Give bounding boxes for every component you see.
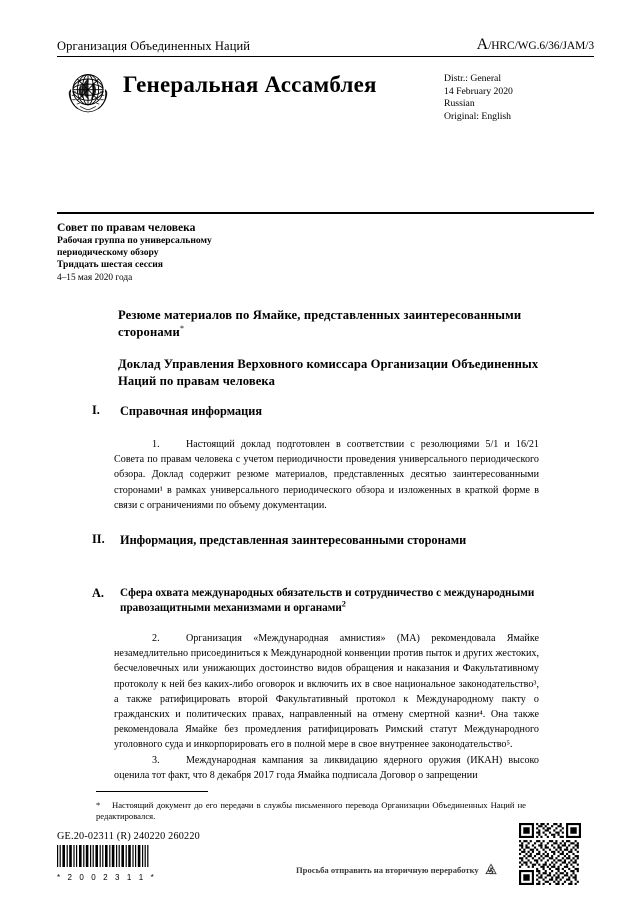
qr-code-icon bbox=[519, 823, 581, 885]
document-symbol bbox=[477, 36, 594, 54]
job-number: GE.20-02311 (R) 240220 260220 bbox=[57, 831, 200, 842]
recycle-notice bbox=[296, 862, 499, 878]
footnote-marker: * bbox=[96, 800, 101, 810]
masthead-bottom-row bbox=[57, 64, 594, 123]
recycle-text: Просьба отправить на вторичную переработку bbox=[296, 865, 479, 875]
council-name: Совет по правам человека bbox=[57, 221, 196, 234]
distribution-block bbox=[444, 73, 594, 123]
paragraph-1 bbox=[114, 437, 539, 513]
footnote-text: Настоящий документ до его передачи в службы письменного перевода Организации Объединенных Наций не редактировался. bbox=[96, 800, 526, 822]
distribution-language: Russian bbox=[444, 98, 475, 110]
paragraph-3-text: Международная кампания за ликвидацию ядерного оружия (ИКАН) высоко оценила тот факт, что 8 декабря 2017 года Ямайка подписала Договор о запрещении bbox=[114, 755, 539, 782]
section-2-title: Информация, представленная заинтересованными сторонами bbox=[120, 533, 467, 547]
masthead-divider bbox=[57, 56, 594, 57]
session-number: Тридцать шестая сессия bbox=[57, 259, 163, 271]
working-group-line-1: Рабочая группа по универсальному bbox=[57, 235, 212, 246]
subsection-heading-a bbox=[92, 586, 542, 615]
barcode-number: * 2 0 0 2 3 1 1 * bbox=[57, 873, 157, 882]
masthead-top-row bbox=[57, 36, 594, 56]
barcode bbox=[57, 845, 156, 882]
working-group-line-2: периодическому обзору bbox=[57, 247, 159, 259]
page-title bbox=[118, 307, 538, 340]
recycle-icon bbox=[483, 862, 499, 878]
paragraph-3 bbox=[114, 753, 539, 783]
paragraph-2-number: 2. bbox=[152, 633, 160, 644]
organization-name: Организация Объединенных Наций bbox=[57, 39, 251, 53]
header-thick-divider bbox=[57, 212, 594, 214]
section-1-title: Справочная информация bbox=[120, 404, 262, 418]
council-block bbox=[57, 221, 377, 284]
distribution-original: Original: English bbox=[444, 110, 511, 122]
masthead bbox=[57, 36, 594, 123]
page-title-text: Резюме материалов по Ямайке, представленных заинтересованными сторонами bbox=[118, 308, 522, 339]
page-subtitle: Доклад Управления Верховного комиссара Организации Объединенных Наций по правам человека bbox=[118, 357, 539, 388]
section-2-number: II. bbox=[92, 532, 105, 546]
un-emblem-icon bbox=[60, 67, 116, 119]
paragraph-2 bbox=[114, 631, 539, 753]
subsection-a-title bbox=[120, 586, 542, 615]
page-title-footnote-marker: * bbox=[179, 323, 185, 333]
distribution-date: 14 February 2020 bbox=[444, 85, 513, 97]
section-heading-1 bbox=[92, 403, 542, 419]
section-1-number: I. bbox=[92, 403, 100, 417]
paragraph-1-text: Настоящий доклад подготовлен в соответствии с резолюциями 5/1 и 16/21 Совета по правам человека с учетом периодичности проведения универсального периодического обзора. Доклад содержит резюме материалов, представленных десятью заинтересованными сторонами¹ в рамках универсального периодического обзора и изложенных в краткой форме в связи с ограничениями по объему документации. bbox=[114, 439, 539, 511]
paragraph-2-text: Организация «Международная амнистия» (МА) рекомендовала Ямайке незамедлительно присоединиться к Международной конвенции против пыток и других жестоких, бесчеловечных или унижающих достоинство видов обращения и наказания и Факультативному протоколу к ней без каких-либо оговорок и включить их в свое национальное законодательство³, а также ратифицировать второй Факультативный протокол к Международному пакту о гражданских и политических правах, направленный на отмену смертной казни⁴. Она также рекомендовала Ямайке без промедления ратифицировать Римский статут Международного уголовного суда и инкорпорировать его в полной мере в свое внутреннее законодательство⁵. bbox=[114, 633, 539, 751]
section-heading-2 bbox=[92, 532, 532, 548]
footnote bbox=[96, 800, 526, 823]
barcode-icon bbox=[57, 845, 149, 867]
document-symbol-prefix: A bbox=[476, 36, 489, 53]
general-assembly-title: Генеральная Ассамблея bbox=[123, 72, 377, 97]
subsection-a-footnote-marker: 2 bbox=[341, 598, 346, 608]
session-dates: 4–15 мая 2020 года bbox=[57, 272, 133, 283]
subsection-a-number: A. bbox=[92, 586, 104, 600]
document-symbol-rest: /HRC/WG.6/36/JAM/3 bbox=[488, 40, 594, 52]
paragraph-3-number: 3. bbox=[152, 755, 160, 766]
distribution-type: Distr.: General bbox=[444, 73, 502, 84]
subsection-a-title-text: Сфера охвата международных обязательств и сотрудничество с международными правозащитными механизмами и органами bbox=[120, 587, 535, 614]
paragraph-1-number: 1. bbox=[152, 439, 160, 450]
footnote-divider bbox=[96, 791, 208, 792]
